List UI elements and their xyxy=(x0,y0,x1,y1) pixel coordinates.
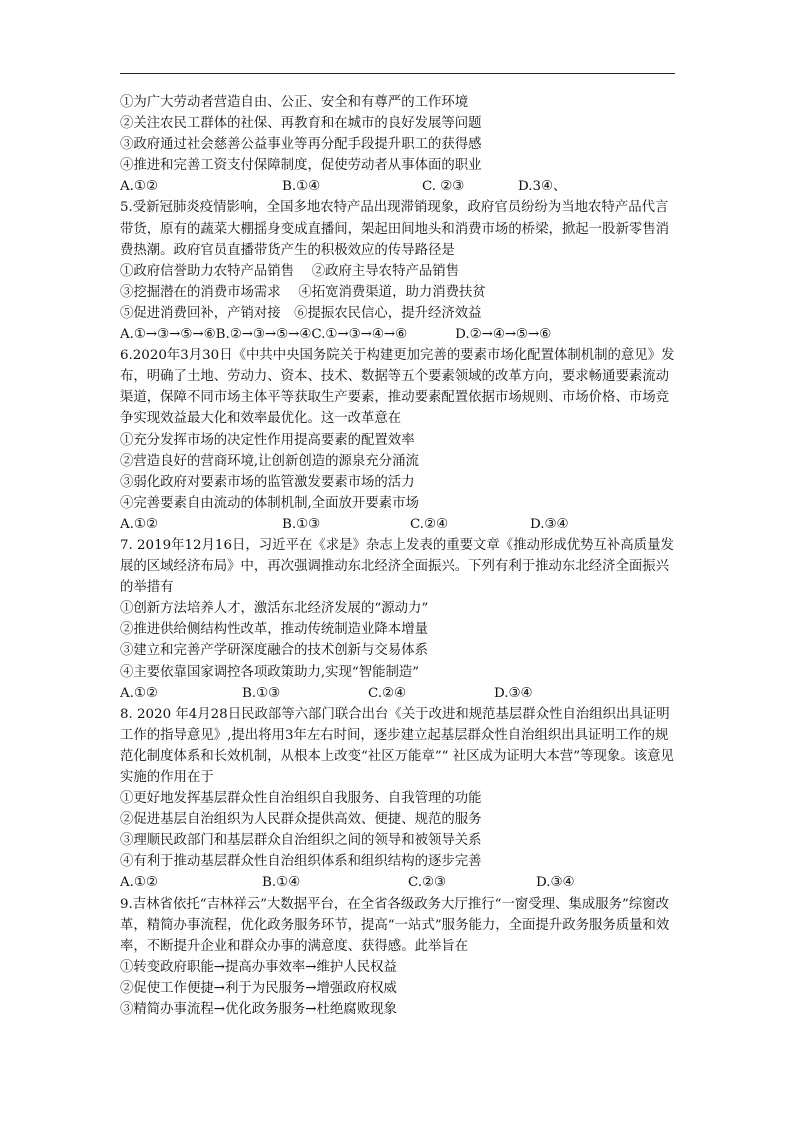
option-statement: ①充分发挥市场的决定性作用提高要素的配置效率 xyxy=(120,432,415,448)
question-6 xyxy=(120,345,676,535)
choice-b: B.①④ xyxy=(282,179,321,195)
option-statement: ②营造良好的营商环境,让创新创造的源泉充分涌流 xyxy=(120,453,419,469)
option-statement: ④主要依靠国家调控各项政策助力,实现“智能制造” xyxy=(120,664,420,680)
question-4 xyxy=(120,92,676,197)
choice-b: B.①③ xyxy=(282,516,321,532)
question-stem: 6.2020年3月30日《中共中央国务院关于构建更加完善的要素市场化配置体制机制的意见》发布，明确了土地、劳动力、资本、技术、数据等五个要素领域的改革方向，要求畅通要素流动渠道，保障不同市场主体平等获取生产要素，推动要素配置依据市场规则、市场价格、市场竞争实现效益最大化和效率最优化。这一改革意在 xyxy=(120,348,675,427)
option-statement: ①创新方法培养人才，激活东北经济发展的“源动力” xyxy=(120,601,429,617)
option-statement: ③弱化政府对要素市场的监管激发要素市场的活力 xyxy=(120,474,415,490)
option-statement: ①政府信誉助力农特产品销售 ②政府主导农特产品销售 xyxy=(120,263,460,279)
question-stem: 9.吉林省依托“吉林祥云”大数据平台，在全省各级政务大厅推行“一窗受理、集成服务”综窗改革，精简办事流程，优化政务服务环节，提高“一站式”服务能力，全面提升政务服务质量和效率，不断提升企业和群众办事的满意度、获得感。此举旨在 xyxy=(120,896,670,954)
option-statement: ③精简办事流程→优化政务服务→杜绝腐败现象 xyxy=(120,1002,397,1018)
question-9 xyxy=(120,894,676,1021)
answer-choices xyxy=(120,324,676,345)
question-stem: 8. 2020 年4月28日民政部等六部门联合出台《关于改进和规范基层群众性自治组织出具证明工作的指导意见》,提出将用3年左右时间，逐步建立起基层群众性自治组织出具证明工作的规范化制度体系和长效机制，从根本上改变“社区万能章”“ 社区成为证明大本营”等现象。该意见实施的作用在于 xyxy=(120,706,674,785)
choice-abc: A.①→③→⑤→⑥B.②→③→⑤→④C.①→③→④→⑥ xyxy=(120,327,408,343)
answer-choices xyxy=(120,683,676,704)
option-statement: ③挖掘潜在的消费市场需求 ④拓宽消费渠道，助力消费扶贫 xyxy=(120,284,486,300)
answer-choices xyxy=(120,176,676,197)
choice-d: D.3④、 xyxy=(518,179,567,195)
question-5 xyxy=(120,197,676,345)
choice-d: D.②→④→⑤→⑥ xyxy=(455,327,552,343)
option-statement: ①转变政府职能→提高办事效率→维护人民权益 xyxy=(120,959,397,975)
option-statement: ③建立和完善产学研深度融合的技术创新与交易体系 xyxy=(120,643,428,659)
question-sheet xyxy=(120,92,676,1020)
option-statement: ①更好地发挥基层群众性自治组织自我服务、自我管理的功能 xyxy=(120,791,482,807)
choice-c: C.②③ xyxy=(408,875,447,891)
choice-a: A.①② xyxy=(120,179,158,195)
question-stem: 7. 2019年12月16日，习近平在《求是》杂志上发表的重要文章《推动形成优势互补高质量发展的区域经济布局》中，再次强调推动东北经济全面振兴。下列有利于推动东北经济全面振兴的举措有 xyxy=(120,537,674,596)
option-statement: ④推进和完善工资支付保障制度，促使劳动者从事体面的职业 xyxy=(120,158,482,174)
choice-d: D.③④ xyxy=(530,516,569,532)
option-statement: ①为广大劳动者营造自由、公正、安全和有尊严的工作环境 xyxy=(120,95,469,110)
option-statement: ④有利于推动基层群众性自治组织体系和组织结构的逐步完善 xyxy=(120,854,482,870)
choice-d: D.③④ xyxy=(536,875,575,891)
choice-a: A.①② xyxy=(120,516,158,532)
option-statement: ④完善要素自由流动的体制机制,全面放开要素市场 xyxy=(120,495,419,511)
option-statement: ③政府通过社会慈善公益事业等再分配手段提升职工的获得感 xyxy=(120,137,482,153)
choice-c: C.②④ xyxy=(368,685,407,701)
option-statement: ②促进基层自治组织为人民群众提供高效、便捷、规范的服务 xyxy=(120,812,482,828)
option-statement: ⑤促进消费回补，产销对接 ⑥提振农民信心，提升经济效益 xyxy=(120,305,482,321)
choice-d: D.③④ xyxy=(494,685,533,701)
choice-a: A.①② xyxy=(120,875,158,891)
option-statement: ②推进供给侧结构性改革，推动传统制造业降本增量 xyxy=(120,622,428,638)
question-7 xyxy=(120,535,676,704)
option-statement: ②关注农民工群体的社保、再教育和在城市的良好发展等问题 xyxy=(120,116,482,132)
header-rule xyxy=(120,73,675,74)
choice-b: B.①④ xyxy=(262,875,301,891)
answer-choices xyxy=(120,872,676,893)
question-stem: 5.受新冠肺炎疫情影响，全国多地农特产品出现滞销现象，政府官员纷纷为当地农特产品代言带货，原有的蔬菜大棚摇身变成直播间，架起田间地头和消费市场的桥梁，掀起一股新零售消费热潮。政府官员直播带货产生的积极效应的传导路径是 xyxy=(120,200,670,258)
choice-a: A.①② xyxy=(120,685,158,701)
question-8 xyxy=(120,704,676,894)
option-statement: ②促使工作便捷→利于为民服务→增强政府权威 xyxy=(120,980,397,996)
choice-c: C.②④ xyxy=(410,516,449,532)
choice-c: C. ②③ xyxy=(422,179,465,195)
option-statement: ③理顺民政部门和基层群众自治组织之间的领导和被领导关系 xyxy=(120,833,482,849)
answer-choices xyxy=(120,514,676,535)
choice-b: B.①③ xyxy=(242,685,281,701)
